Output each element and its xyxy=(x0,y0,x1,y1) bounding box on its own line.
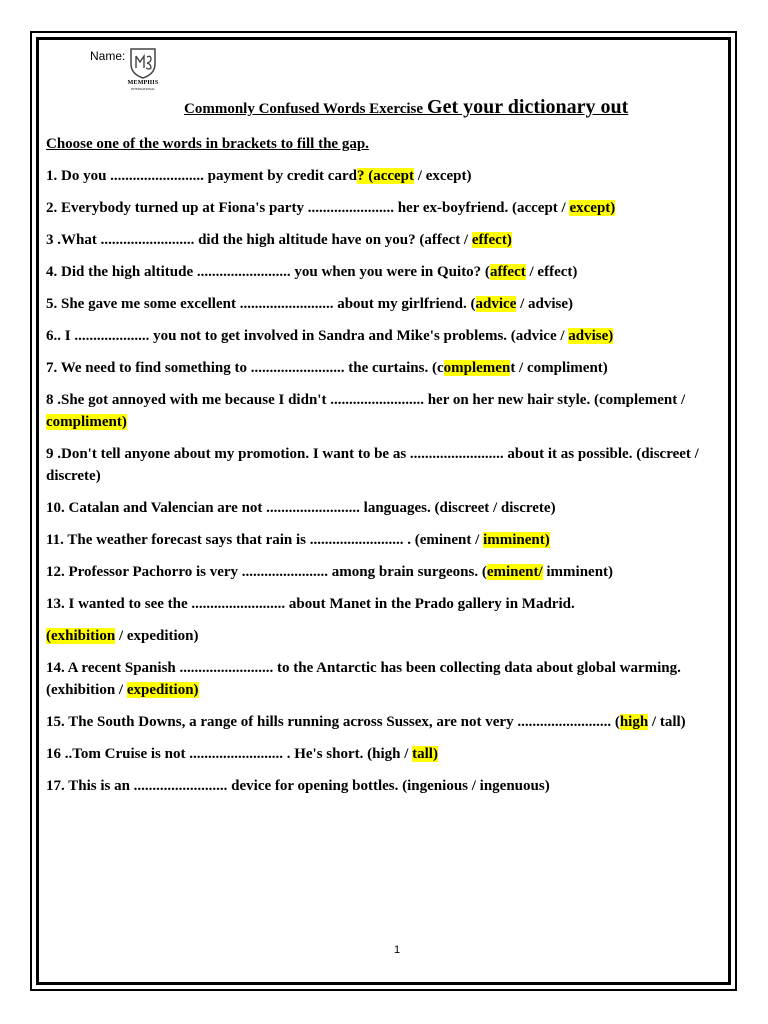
question-2 xyxy=(46,197,714,219)
answer-highlight: imminent) xyxy=(483,532,550,548)
answer-highlight: advise) xyxy=(568,328,614,344)
question-13-options xyxy=(46,625,714,647)
shield-icon xyxy=(127,46,159,80)
logo-text: MEMPHIS xyxy=(127,80,159,86)
instructions: Choose one of the words in brackets to fill the gap. xyxy=(46,136,369,152)
answer-highlight: except) xyxy=(569,200,616,216)
question-4 xyxy=(46,261,714,283)
answer-highlight: affect xyxy=(489,264,526,280)
answer-highlight: advice xyxy=(475,296,517,312)
question-12 xyxy=(46,561,714,583)
question-15 xyxy=(46,711,714,733)
question-text: 13. I wanted to see the ......................... about Manet in the Prado gallery in Madrid. xyxy=(46,596,575,612)
answer-highlight: (exhibition xyxy=(46,628,116,644)
question-text: 2. Everybody turned up at Fiona's party ....................... her ex-boyfriend. (accept / xyxy=(46,200,570,216)
question-text: 6.. I .................... you not to get involved in Sandra and Mike's problems. (advice / xyxy=(46,328,569,344)
question-13 xyxy=(46,593,714,615)
question-10 xyxy=(46,497,714,519)
question-text: 9 .Don't tell anyone about my promotion. I want to be as ......................... about it as possible. (discreet / discrete) xyxy=(46,446,699,484)
question-text-after: t / compliment) xyxy=(510,360,608,376)
logo-subtext: INTERNATIONAL xyxy=(131,87,155,91)
answer-highlight: expedition) xyxy=(126,682,199,698)
question-17 xyxy=(46,775,714,797)
question-text: 5. She gave me some excellent ......................... about my girlfriend. ( xyxy=(46,296,476,312)
title-part-1: Commonly Confused Words Exercise xyxy=(184,101,424,117)
question-text-after: / advise) xyxy=(516,296,574,312)
question-text: 14. A recent Spanish ......................... to the Antarctic has been collecting data about global warming. (exhibition / xyxy=(46,660,681,698)
question-text: 3 .What ......................... did the high altitude have on you? (affect / xyxy=(46,232,472,248)
question-text: 16 ..Tom Cruise is not ......................... . He's short. (high / xyxy=(46,746,413,762)
question-text-after: / except) xyxy=(414,168,472,184)
question-text: 4. Did the high altitude ......................... you when you were in Quito? ( xyxy=(46,264,490,280)
answer-highlight: eminent/ xyxy=(486,564,543,580)
question-text: 15. The South Downs, a range of hills running across Sussex, are not very ......................... ( xyxy=(46,714,620,730)
answer-highlight: effect) xyxy=(471,232,512,248)
question-9 xyxy=(46,443,714,487)
question-text: 7. We need to find something to ......................... the curtains. (c xyxy=(46,360,444,376)
answer-highlight: tall) xyxy=(412,746,438,762)
title-part-2: Get your dictionary out xyxy=(427,96,629,118)
worksheet-title xyxy=(184,96,628,119)
page-number: 1 xyxy=(394,944,401,956)
question-text-after: / effect) xyxy=(525,264,578,280)
question-3 xyxy=(46,229,714,251)
question-text-after: imminent) xyxy=(542,564,614,580)
exercise-content xyxy=(46,133,714,807)
question-text: 11. The weather forecast says that rain is ......................... . (eminent / xyxy=(46,532,484,548)
answer-highlight: omplemen xyxy=(443,360,511,376)
question-text: 8 .She got annoyed with me because I didn't ......................... her on her new hair style. (complement / xyxy=(46,392,686,408)
question-text: 10. Catalan and Valencian are not ......................... languages. (discreet / discrete) xyxy=(46,500,556,516)
question-text: 17. This is an ......................... device for opening bottles. (ingenious / ingenuous) xyxy=(46,778,550,794)
question-16 xyxy=(46,743,714,765)
question-7 xyxy=(46,357,714,379)
question-14 xyxy=(46,657,714,701)
question-8 xyxy=(46,389,714,433)
answer-highlight: ? (accept xyxy=(356,168,415,184)
question-5 xyxy=(46,293,714,315)
question-11 xyxy=(46,529,714,551)
question-text-after: / expedition) xyxy=(115,628,199,644)
question-1 xyxy=(46,165,714,187)
question-text: 1. Do you ......................... payment by credit card xyxy=(46,168,357,184)
answer-highlight: high xyxy=(619,714,649,730)
name-label: Name: xyxy=(90,49,126,63)
school-logo xyxy=(127,46,159,92)
answer-highlight: compliment) xyxy=(46,414,127,430)
question-6 xyxy=(46,325,714,347)
question-text: 12. Professor Pachorro is very ....................... among brain surgeons. ( xyxy=(46,564,487,580)
question-text-after: / tall) xyxy=(648,714,686,730)
